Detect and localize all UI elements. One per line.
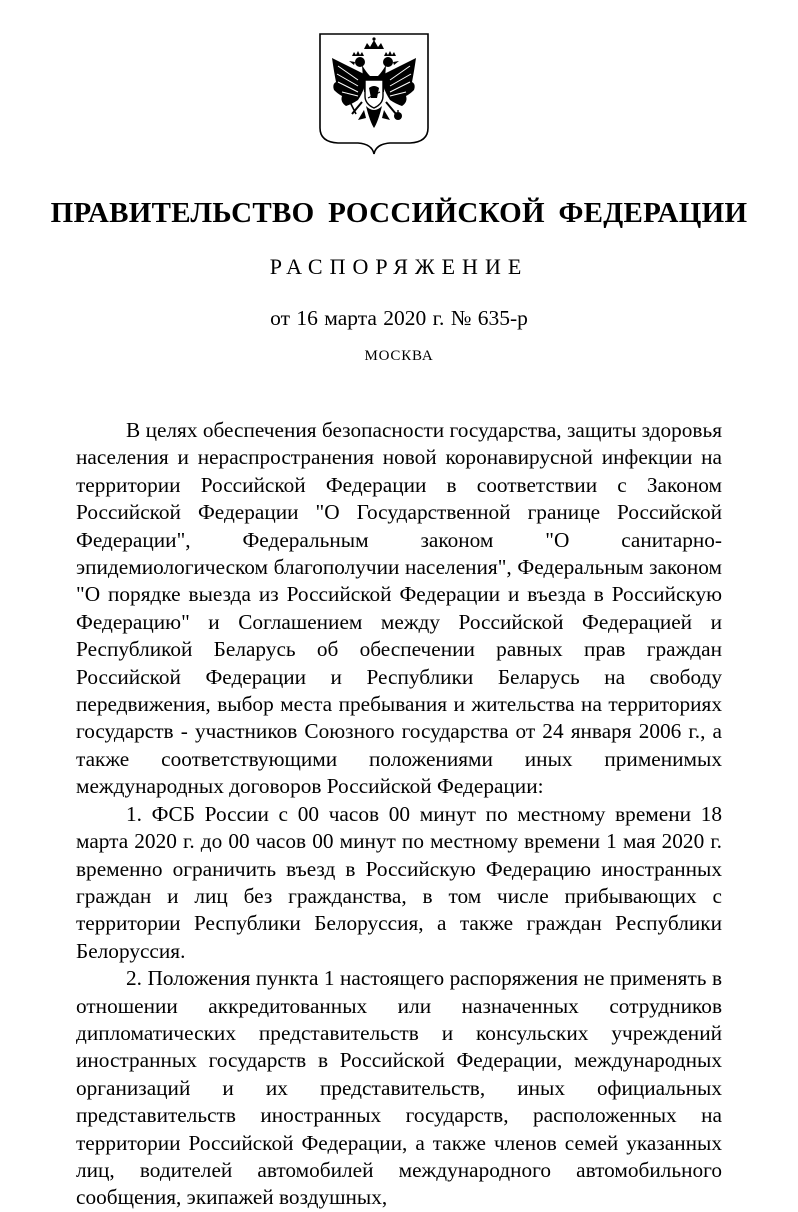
document-city: МОСКВА	[364, 348, 434, 364]
document-date-number: от 16 марта 2020 г. № 635-р	[270, 306, 528, 330]
clause-1-paragraph: 1. ФСБ России с 00 часов 00 минут по местному времени 18 марта 2020 г. до 00 часов 00 минут по местному времени 1 мая 2020 г. временно ограничить въезд в Российскую Федерацию иностранных граждан и лиц без гражданства, в том числе прибывающих с территории Республики Белоруссия, а также граждан Республики Белоруссия.	[76, 801, 722, 963]
coat-of-arms-icon	[318, 32, 430, 156]
government-title: ПРАВИТЕЛЬСТВО РОССИЙСКОЙ ФЕДЕРАЦИИ	[50, 197, 748, 229]
preamble-paragraph: В целях обеспечения безопасности государства, защиты здоровья населения и нераспространения новой коронавирусной инфекции на территории Российской Федерации в соответствии с Законом Российской Федерации "О Государственной границе Российской Федерации", Федеральным законом "О санитарно-эпидемиологическом благополучии населения", Федеральным законом "О порядке выезда из Российской Федерации и въезда в Российскую Федерацию" и Соглашением между Российской Федерацией и Республикой Беларусь об обеспечении равных прав граждан Российской Федерации и Республики Беларусь на свободу передвижения, выбор места пребывания и жительства на территориях государств - участников Союзного государства от 24 января 2006 г., а также соответствующими положениями иных применимых международных договоров Российской Федерации:	[76, 418, 722, 799]
clause-2-paragraph: 2. Положения пункта 1 настоящего распоряжения не применять в отношении аккредитованных или назначенных сотрудников дипломатических представительств и консульских учреждений иностранных государств в Российской Федерации, международных организаций и их представительств, иных официальных представительств иностранных государств, расположенных на территории Российской Федерации, а также членов семей указанных лиц, водителей автомобилей международного автомобильного сообщения, экипажей воздушных,	[76, 966, 722, 1210]
document-body	[76, 417, 722, 1212]
document-type: РАСПОРЯЖЕНИЕ	[269, 254, 529, 279]
